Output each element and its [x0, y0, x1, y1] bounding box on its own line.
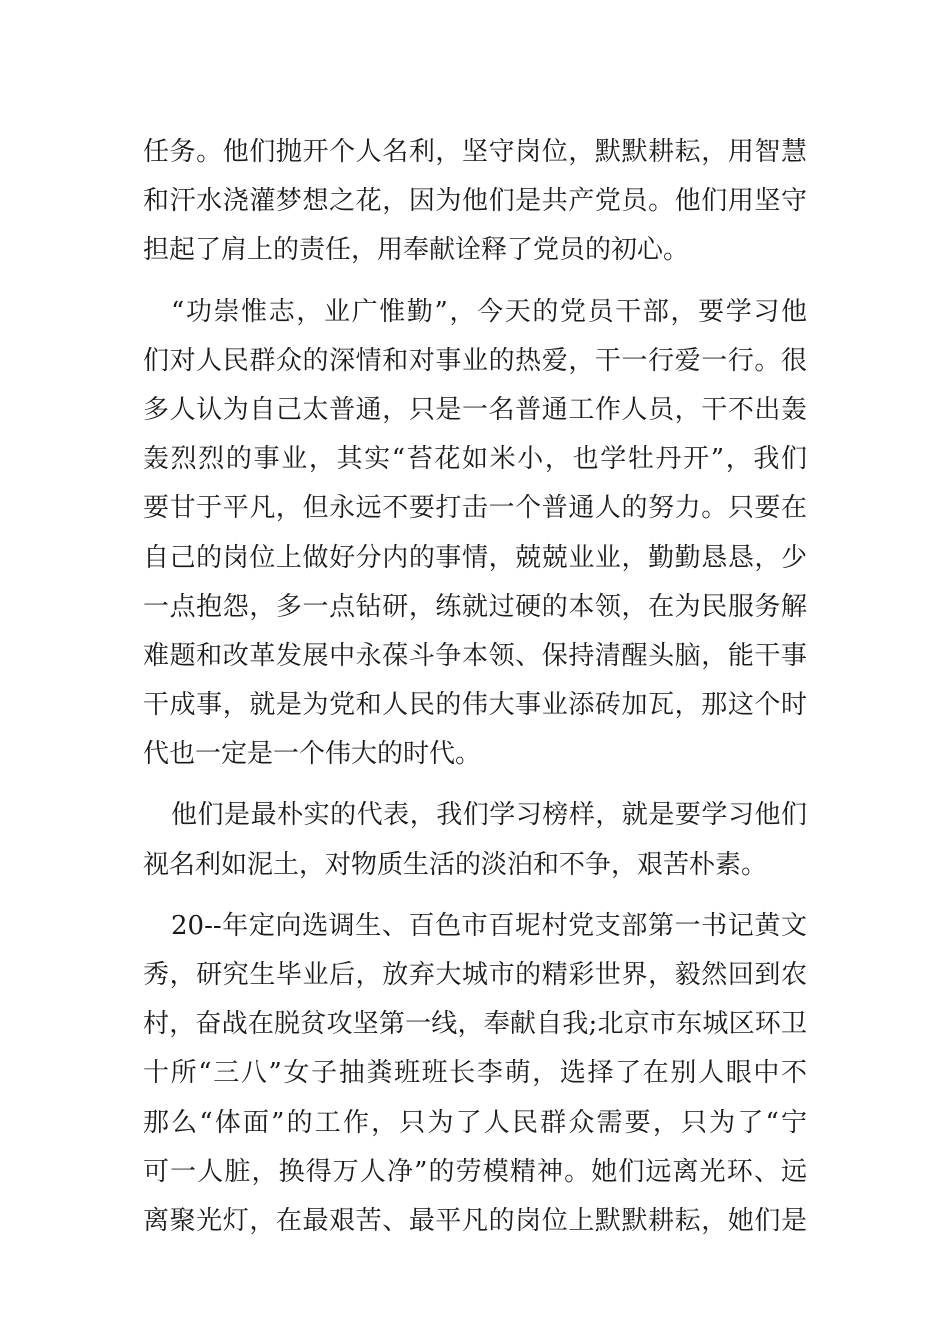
text-line: 离聚光灯，在最艰苦、最平凡的岗位上默默耕耘，她们是	[143, 1205, 807, 1236]
text-line: 村，奋战在脱贫攻坚第一线，奉献自我;北京市东城区环卫	[143, 1009, 807, 1040]
text-line: 难题和改革发展中永葆斗争本领、保持清醒头脑，能干事	[143, 640, 807, 671]
text-line: “功崇惟志，业广惟勤”，今天的党员干部，要学习他	[171, 296, 807, 327]
paragraph-4	[143, 902, 807, 1246]
paragraph-3	[143, 791, 807, 889]
text-line: 和汗水浇灌梦想之花，因为他们是共产党员。他们用坚守	[143, 186, 807, 217]
text-line: 代也一定是一个伟大的时代。	[143, 739, 482, 770]
text-line: 要甘于平凡，但永远不要打击一个普通人的努力。只要在	[143, 493, 807, 524]
text-line: 一点抱怨，多一点钻研，练就过硬的本领，在为民服务解	[143, 591, 807, 622]
text-line: 可一人脏，换得万人净”的劳模精神。她们远离光环、远	[143, 1156, 807, 1187]
text-line: 自己的岗位上做好分内的事情，兢兢业业，勤勤恳恳，少	[143, 542, 807, 573]
text-line: 秀，研究生毕业后，放弃大城市的精彩世界，毅然回到农	[143, 960, 807, 990]
text-line: 轰烈烈的事业，其实“苔花如米小，也学牡丹开”，我们	[143, 444, 807, 475]
paragraph-2	[143, 288, 807, 780]
text-line: 任务。他们抛开个人名利，坚守岗位，默默耕耘，用智慧	[143, 137, 807, 167]
paragraph-gap	[143, 276, 807, 288]
text-line: 他们是最朴实的代表，我们学习榜样，就是要学习他们	[171, 800, 807, 831]
paragraph-gap	[143, 890, 807, 902]
paragraph-1	[143, 128, 807, 276]
text-line: 们对人民群众的深情和对事业的热爱，干一行爱一行。很	[143, 345, 807, 376]
text-line: 干成事，就是为党和人民的伟大事业添砖加瓦，那这个时	[143, 690, 807, 721]
text-line: 多人认为自己太普通，只是一名普通工作人员，干不出轰	[143, 394, 807, 425]
text-line: 那么“体面”的工作，只为了人民群众需要，只为了“宁	[143, 1107, 807, 1138]
paragraph-gap	[143, 779, 807, 791]
text-line: 20--年定向选调生、百色市百坭村党支部第一书记黄文	[171, 910, 807, 941]
text-line: 十所“三八”女子抽粪班班长李萌，选择了在别人眼中不	[143, 1058, 807, 1089]
text-line: 视名利如泥土，对物质生活的淡泊和不争，艰苦朴素。	[143, 849, 768, 880]
text-line: 担起了肩上的责任，用奉献诠释了党员的初心。	[143, 235, 690, 266]
document-body	[143, 128, 807, 1246]
